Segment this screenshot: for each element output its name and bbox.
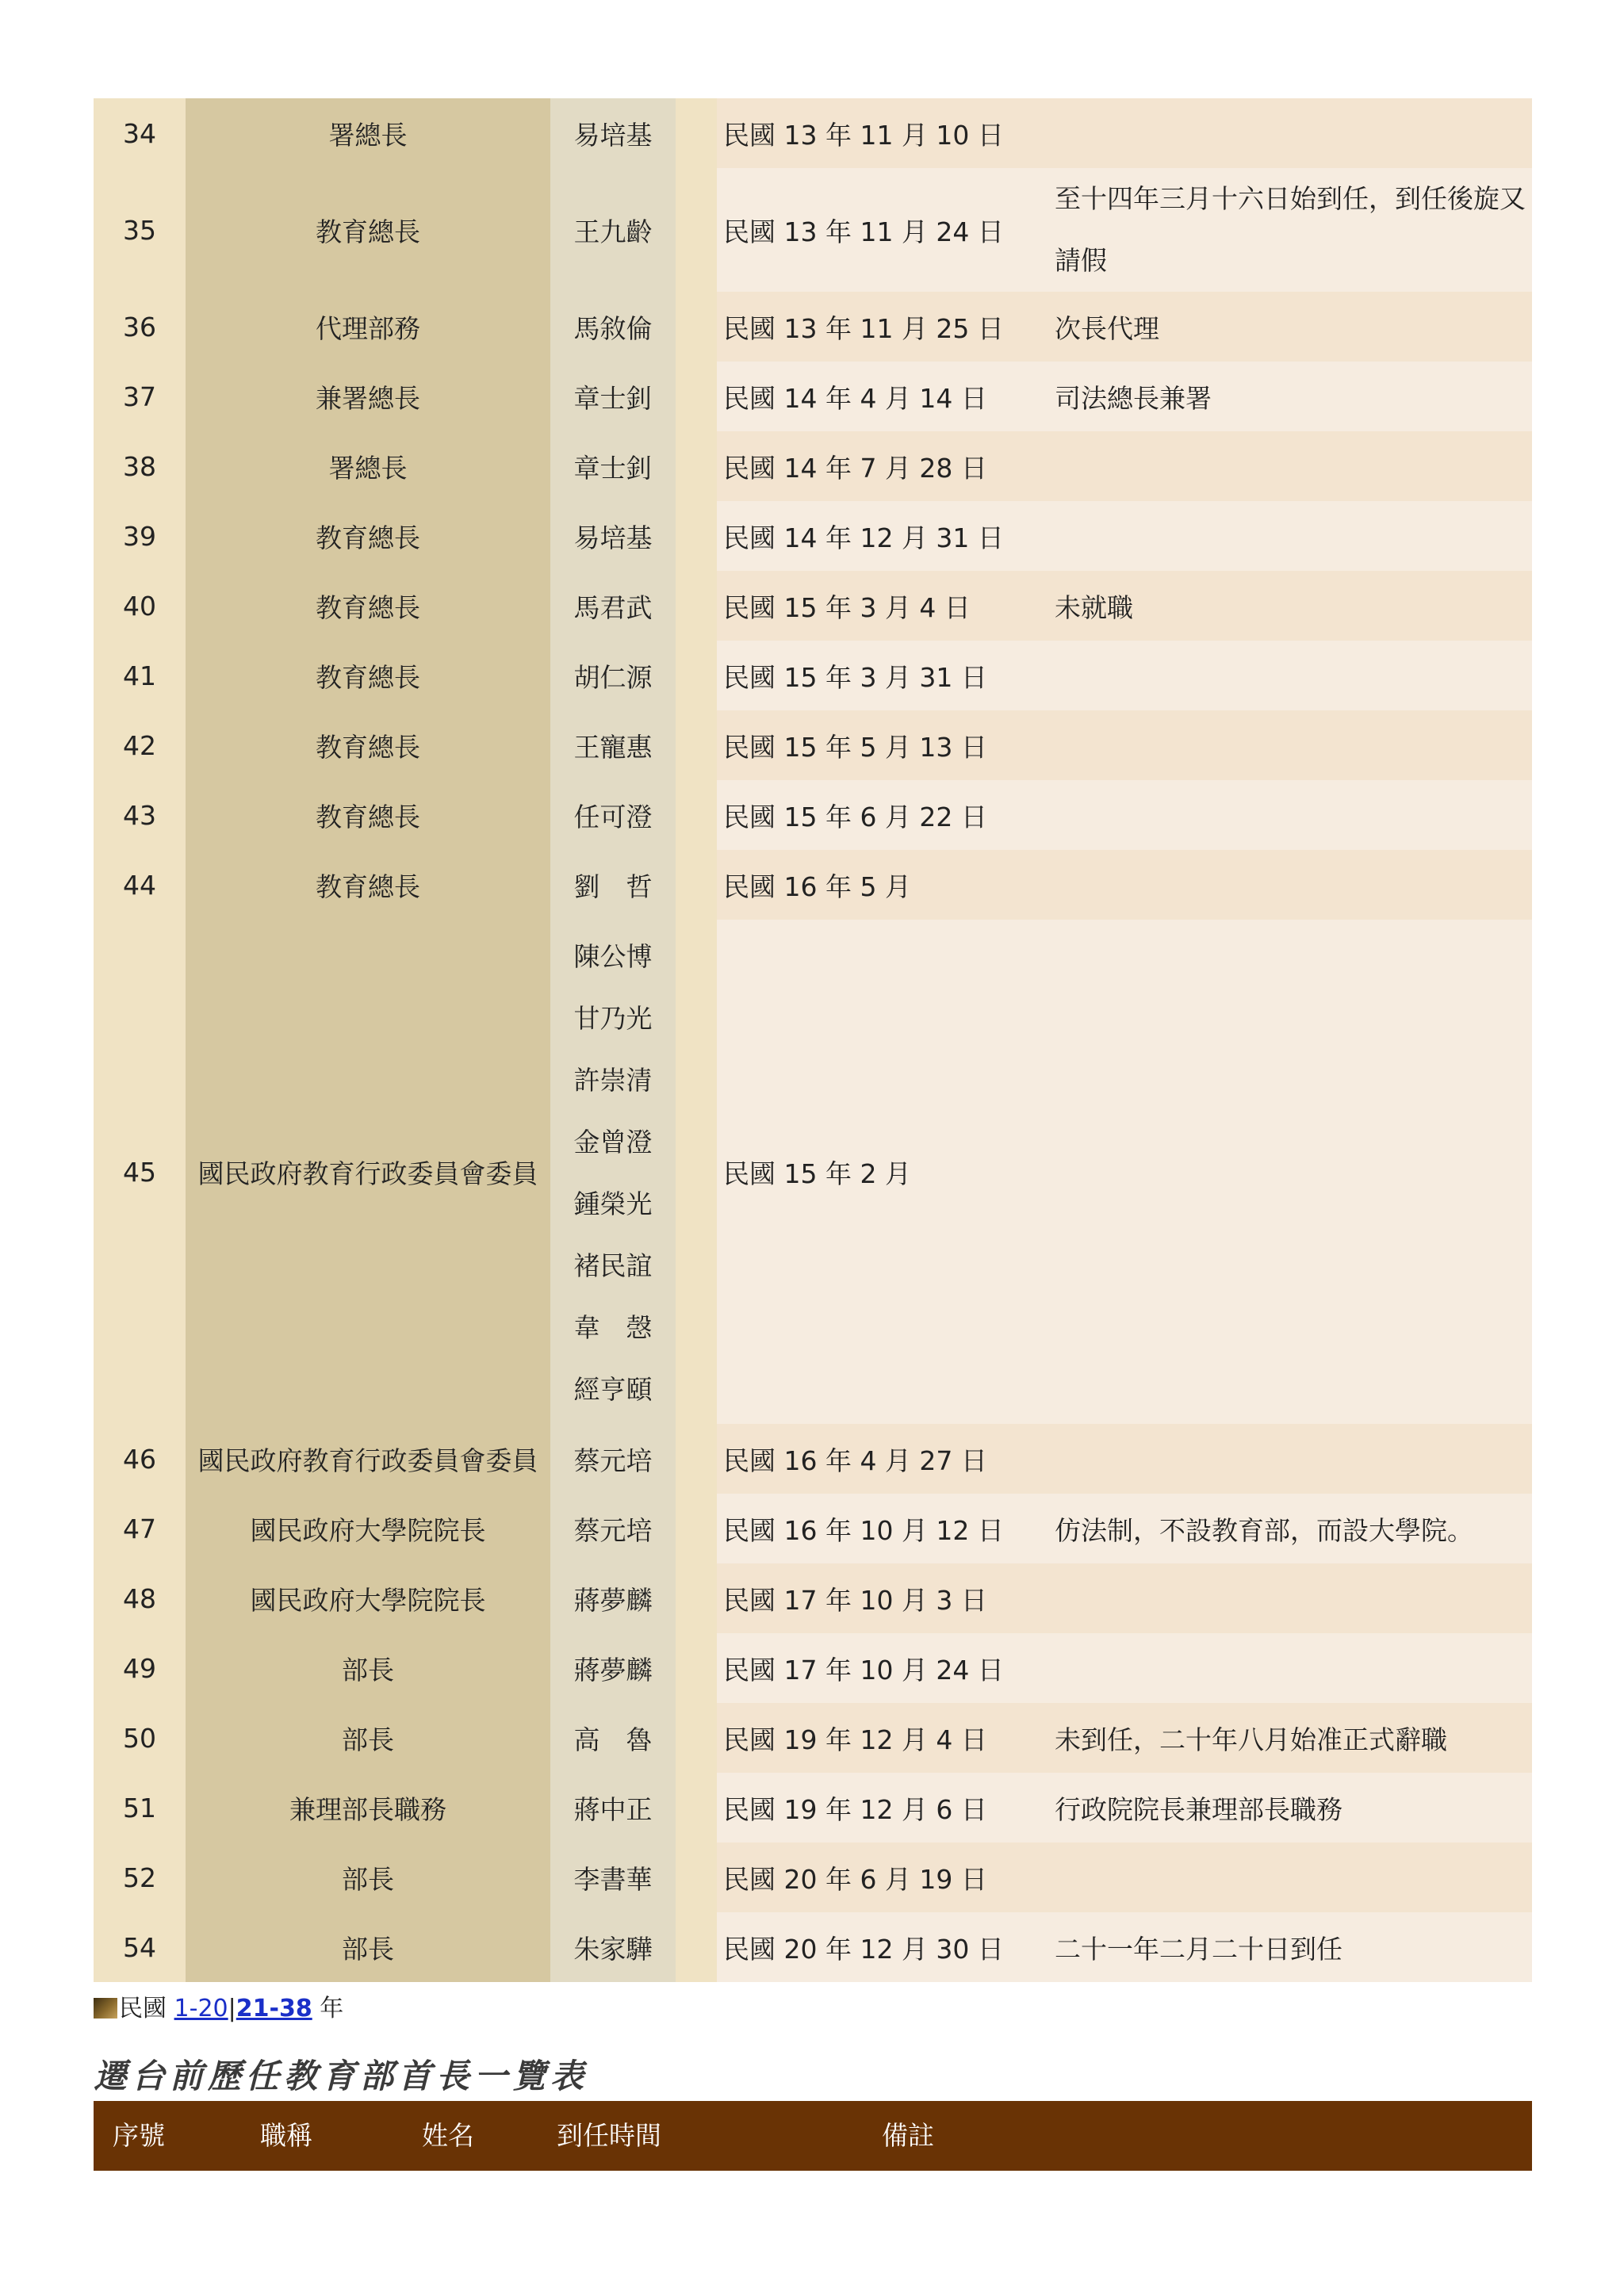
note-line: 請假 <box>1055 245 1107 276</box>
cell-date: 民國 19 年 12 月 4 日 <box>717 1703 1048 1773</box>
cell-name <box>550 641 676 710</box>
header-col-title: 職稱 <box>260 2120 312 2151</box>
cell-number: 35 <box>94 168 186 292</box>
person-name: 章士釗 <box>573 452 653 484</box>
header-col-date: 到任時間 <box>557 2120 661 2151</box>
cell-title: 部長 <box>186 1633 550 1703</box>
year-range-pager <box>94 1992 343 2026</box>
table-row <box>94 780 1532 850</box>
cell-title: 署總長 <box>186 431 550 501</box>
cell-name <box>550 1912 676 1982</box>
person-name: 劉 哲 <box>573 871 653 902</box>
cell-name <box>550 920 676 1424</box>
cell-number: 49 <box>94 1633 186 1703</box>
cell-title: 代理部務 <box>186 292 550 362</box>
table-row <box>94 1843 1532 1912</box>
cell-note: 未就職 <box>1048 571 1532 641</box>
table-row <box>94 920 1532 1424</box>
cell-date: 民國 15 年 3 月 4 日 <box>717 571 1048 641</box>
cell-date: 民國 13 年 11 月 25 日 <box>717 292 1048 362</box>
cell-date: 民國 16 年 5 月 <box>717 850 1048 920</box>
cell-name <box>550 1843 676 1912</box>
person-name: 胡仁源 <box>573 661 653 693</box>
cell-number: 38 <box>94 431 186 501</box>
cell-note <box>1048 168 1532 292</box>
person-name: 高 魯 <box>573 1724 653 1755</box>
cell-title: 部長 <box>186 1843 550 1912</box>
cell-date: 民國 15 年 2 月 <box>717 920 1048 1424</box>
cell-spacer <box>676 362 717 431</box>
cell-number: 48 <box>94 1563 186 1633</box>
cell-spacer <box>676 292 717 362</box>
cell-name <box>550 431 676 501</box>
cell-name <box>550 1563 676 1633</box>
cell-note <box>1048 1424 1532 1494</box>
cell-name <box>550 850 676 920</box>
cell-spacer <box>676 571 717 641</box>
table-row <box>94 1494 1532 1563</box>
cell-spacer <box>676 1773 717 1843</box>
cell-date: 民國 20 年 6 月 19 日 <box>717 1843 1048 1912</box>
cell-title: 國民政府大學院院長 <box>186 1494 550 1563</box>
cell-spacer <box>676 1703 717 1773</box>
cell-note <box>1048 1843 1532 1912</box>
person-name: 蔣中正 <box>573 1793 653 1825</box>
cell-title: 部長 <box>186 1703 550 1773</box>
cell-date: 民國 16 年 4 月 27 日 <box>717 1424 1048 1494</box>
cell-spacer <box>676 501 717 571</box>
person-name: 馬敘倫 <box>573 312 653 344</box>
cell-title: 教育總長 <box>186 571 550 641</box>
pager-link-21-38[interactable]: 21-38 <box>236 1995 312 2022</box>
table-row <box>94 501 1532 571</box>
table-row <box>94 1773 1532 1843</box>
cell-title: 署總長 <box>186 98 550 168</box>
cell-note <box>1048 431 1532 501</box>
cell-note: 未到任，二十年八月始准正式辭職 <box>1048 1703 1532 1773</box>
table-row <box>94 1633 1532 1703</box>
cell-note <box>1048 98 1532 168</box>
note-line: 至十四年三月十六日始到任，到任後旋又 <box>1055 183 1526 214</box>
cell-date: 民國 14 年 4 月 14 日 <box>717 362 1048 431</box>
cell-spacer <box>676 850 717 920</box>
cell-number: 43 <box>94 780 186 850</box>
table-row <box>94 292 1532 362</box>
cell-number: 41 <box>94 641 186 710</box>
cell-date: 民國 15 年 3 月 31 日 <box>717 641 1048 710</box>
table-row <box>94 362 1532 431</box>
cell-name <box>550 1494 676 1563</box>
cell-number: 37 <box>94 362 186 431</box>
cell-title: 教育總長 <box>186 641 550 710</box>
roster-table-wrapper <box>94 98 1532 1982</box>
cell-date: 民國 19 年 12 月 6 日 <box>717 1773 1048 1843</box>
cell-date: 民國 14 年 7 月 28 日 <box>717 431 1048 501</box>
cell-note: 仿法制，不設教育部，而設大學院。 <box>1048 1494 1532 1563</box>
cell-spacer <box>676 1633 717 1703</box>
ministers-roster-table <box>94 98 1532 1982</box>
cell-spacer <box>676 1494 717 1563</box>
table-row <box>94 431 1532 501</box>
cell-spacer <box>676 1424 717 1494</box>
person-name: 易培基 <box>573 119 653 151</box>
cell-date: 民國 17 年 10 月 3 日 <box>717 1563 1048 1633</box>
cell-note <box>1048 1633 1532 1703</box>
cell-name <box>550 98 676 168</box>
person-name: 金曾澄 <box>573 1127 653 1158</box>
cell-name <box>550 571 676 641</box>
cell-spacer <box>676 920 717 1424</box>
cell-number: 34 <box>94 98 186 168</box>
cell-number: 47 <box>94 1494 186 1563</box>
cell-title: 教育總長 <box>186 501 550 571</box>
person-name: 馬君武 <box>573 591 653 623</box>
cell-number: 51 <box>94 1773 186 1843</box>
table-row <box>94 1424 1532 1494</box>
cell-date: 民國 14 年 12 月 31 日 <box>717 501 1048 571</box>
cell-note <box>1048 850 1532 920</box>
cell-date: 民國 15 年 5 月 13 日 <box>717 710 1048 780</box>
cell-title: 國民政府教育行政委員會委員 <box>186 920 550 1424</box>
cell-number: 50 <box>94 1703 186 1773</box>
bullet-icon <box>94 1998 117 2019</box>
cell-spacer <box>676 1912 717 1982</box>
table-row <box>94 98 1532 168</box>
cell-title: 部長 <box>186 1912 550 1982</box>
person-name: 任可澄 <box>573 801 653 832</box>
cell-note <box>1048 641 1532 710</box>
cell-date: 民國 15 年 6 月 22 日 <box>717 780 1048 850</box>
cell-title: 教育總長 <box>186 168 550 292</box>
cell-title: 兼署總長 <box>186 362 550 431</box>
cell-note <box>1048 710 1532 780</box>
person-name: 章士釗 <box>573 382 653 414</box>
cell-name <box>550 501 676 571</box>
pager-link-1-20[interactable]: 1-20 <box>174 1995 228 2022</box>
cell-number: 52 <box>94 1843 186 1912</box>
cell-note <box>1048 780 1532 850</box>
person-name: 朱家驊 <box>573 1933 653 1965</box>
table-row <box>94 641 1532 710</box>
cell-title: 國民政府教育行政委員會委員 <box>186 1424 550 1494</box>
person-name: 王寵惠 <box>573 731 653 763</box>
section-title: 遷台前歷任教育部首長一覽表 <box>94 2057 589 2095</box>
pager-prefix: 民國 <box>119 1995 167 2022</box>
cell-number: 39 <box>94 501 186 571</box>
cell-number: 36 <box>94 292 186 362</box>
cell-spacer <box>676 780 717 850</box>
cell-number: 45 <box>94 920 186 1424</box>
person-name: 鍾榮光 <box>573 1188 653 1219</box>
table-row <box>94 168 1532 292</box>
cell-title: 教育總長 <box>186 850 550 920</box>
cell-spacer <box>676 431 717 501</box>
table-row <box>94 710 1532 780</box>
cell-name <box>550 362 676 431</box>
person-name: 甘乃光 <box>573 1003 653 1034</box>
cell-date: 民國 17 年 10 月 24 日 <box>717 1633 1048 1703</box>
table-row <box>94 1703 1532 1773</box>
person-name: 陳公博 <box>573 941 653 972</box>
pager-separator: | <box>228 1995 236 2022</box>
cell-note: 行政院院長兼理部長職務 <box>1048 1773 1532 1843</box>
table-row <box>94 571 1532 641</box>
cell-title: 兼理部長職務 <box>186 1773 550 1843</box>
header-col-no: 序號 <box>113 2120 165 2151</box>
cell-date: 民國 16 年 10 月 12 日 <box>717 1494 1048 1563</box>
cell-name <box>550 1703 676 1773</box>
person-name: 經亨頤 <box>573 1374 653 1405</box>
cell-date: 民國 20 年 12 月 30 日 <box>717 1912 1048 1982</box>
table-row <box>94 1912 1532 1982</box>
cell-spacer <box>676 710 717 780</box>
cell-number: 42 <box>94 710 186 780</box>
cell-note: 次長代理 <box>1048 292 1532 362</box>
person-name: 許崇清 <box>573 1065 653 1096</box>
person-name: 褚民誼 <box>573 1250 653 1281</box>
person-name: 蔡元培 <box>573 1445 653 1476</box>
cell-spacer <box>676 168 717 292</box>
roster-table-body <box>94 98 1532 1982</box>
table-row <box>94 850 1532 920</box>
header-col-name: 姓名 <box>422 2120 474 2151</box>
person-name: 蔣夢麟 <box>573 1584 653 1616</box>
person-name: 王九齡 <box>573 216 653 247</box>
cell-spacer <box>676 1843 717 1912</box>
person-name: 易培基 <box>573 522 653 553</box>
cell-note: 二十一年二月二十日到任 <box>1048 1912 1532 1982</box>
person-name: 蔡元培 <box>573 1514 653 1546</box>
table-row <box>94 1563 1532 1633</box>
cell-name <box>550 780 676 850</box>
cell-date: 民國 13 年 11 月 24 日 <box>717 168 1048 292</box>
cell-name <box>550 1773 676 1843</box>
cell-date: 民國 13 年 11 月 10 日 <box>717 98 1048 168</box>
cell-number: 46 <box>94 1424 186 1494</box>
cell-number: 54 <box>94 1912 186 1982</box>
cell-spacer <box>676 1563 717 1633</box>
cell-note <box>1048 920 1532 1424</box>
cell-note: 司法總長兼署 <box>1048 362 1532 431</box>
person-name: 韋 愨 <box>573 1312 653 1343</box>
cell-number: 40 <box>94 571 186 641</box>
cell-title: 教育總長 <box>186 780 550 850</box>
header-col-note: 備註 <box>882 2120 934 2151</box>
cell-note <box>1048 501 1532 571</box>
cell-spacer <box>676 98 717 168</box>
cell-name <box>550 168 676 292</box>
cell-name <box>550 1633 676 1703</box>
table-header-bar <box>94 2101 1532 2171</box>
cell-name <box>550 292 676 362</box>
cell-note <box>1048 1563 1532 1633</box>
cell-name <box>550 1424 676 1494</box>
cell-title: 國民政府大學院院長 <box>186 1563 550 1633</box>
cell-number: 44 <box>94 850 186 920</box>
person-name: 蔣夢麟 <box>573 1654 653 1686</box>
cell-title: 教育總長 <box>186 710 550 780</box>
cell-spacer <box>676 641 717 710</box>
person-name: 李書華 <box>573 1863 653 1895</box>
pager-suffix: 年 <box>320 1995 344 2022</box>
cell-name <box>550 710 676 780</box>
